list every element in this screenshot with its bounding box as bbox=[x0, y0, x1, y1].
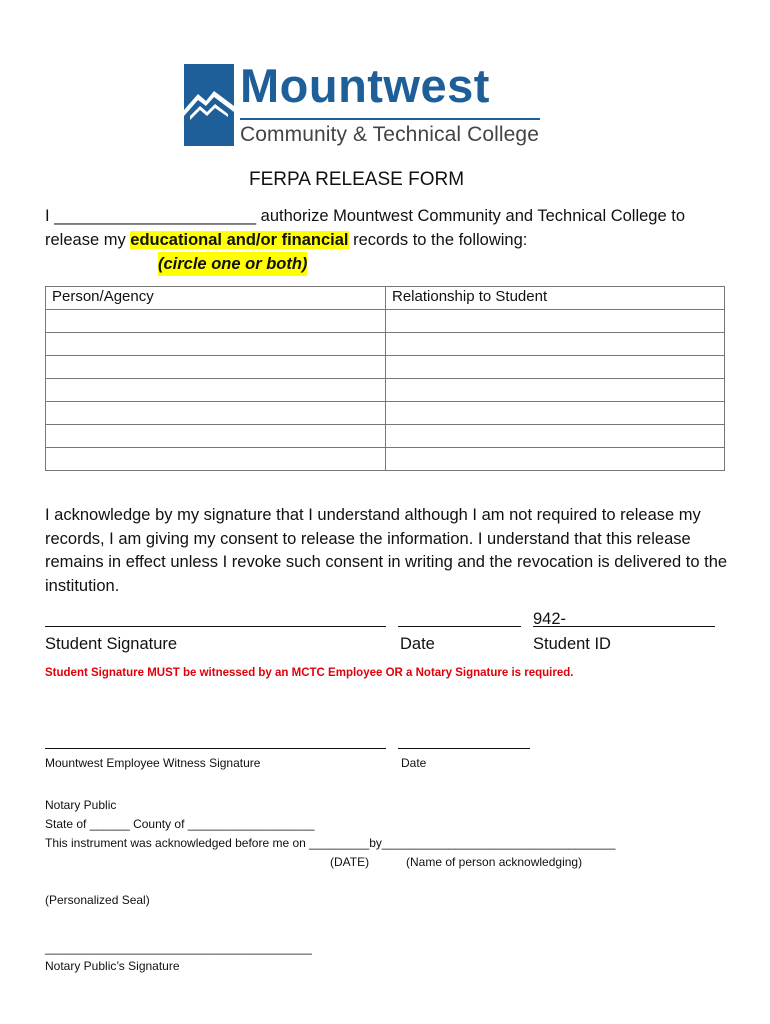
table-row bbox=[46, 448, 725, 471]
person-agency-cell[interactable] bbox=[46, 333, 386, 356]
relationship-cell[interactable] bbox=[386, 333, 725, 356]
employee-signature-label: Mountwest Employee Witness Signature bbox=[45, 756, 261, 770]
relationship-cell[interactable] bbox=[386, 448, 725, 471]
relationship-cell[interactable] bbox=[386, 402, 725, 425]
table-row bbox=[46, 356, 725, 379]
student-signature-label: Student Signature bbox=[45, 635, 178, 653]
release-table bbox=[45, 286, 725, 471]
record-type-options[interactable]: educational and/or financial bbox=[130, 231, 349, 249]
intro-line-2 bbox=[45, 228, 527, 252]
notary-seal-label: (Personalized Seal) bbox=[45, 893, 150, 907]
relationship-cell[interactable] bbox=[386, 356, 725, 379]
student-id-prefix: 942- bbox=[533, 610, 567, 628]
person-agency-cell[interactable] bbox=[46, 425, 386, 448]
intro-prefix: I bbox=[45, 207, 50, 225]
logo-name: Mountwest bbox=[240, 59, 490, 112]
relationship-cell[interactable] bbox=[386, 379, 725, 402]
employee-date-label: Date bbox=[401, 756, 427, 770]
student-date-label: Date bbox=[400, 635, 435, 653]
person-agency-cell[interactable] bbox=[46, 448, 386, 471]
student-signature-line[interactable] bbox=[45, 626, 386, 627]
table-row bbox=[46, 379, 725, 402]
student-id-label: Student ID bbox=[533, 635, 611, 653]
logo-subtitle: Community & Technical College bbox=[240, 123, 539, 146]
intro-line2-prefix: release my bbox=[45, 231, 126, 249]
header-relationship: Relationship to Student bbox=[386, 287, 725, 310]
relationship-cell[interactable] bbox=[386, 310, 725, 333]
mountain-logo-icon bbox=[184, 64, 234, 146]
college-logo bbox=[184, 59, 544, 148]
intro-line-1 bbox=[45, 204, 685, 228]
notary-state-county-line[interactable]: State of ______ County of ___________________ bbox=[45, 817, 315, 831]
person-agency-cell[interactable] bbox=[46, 402, 386, 425]
employee-signature-line[interactable] bbox=[45, 748, 386, 749]
header-person-agency: Person/Agency bbox=[46, 287, 386, 310]
table-row bbox=[46, 310, 725, 333]
notary-signature-line[interactable]: ________________________________________ bbox=[45, 941, 312, 955]
notary-heading: Notary Public bbox=[45, 798, 117, 812]
ack-line-2: records, I am giving my consent to release the information. I understand that this release bbox=[45, 530, 691, 548]
table-row bbox=[46, 333, 725, 356]
intro-line2-suffix: records to the following: bbox=[353, 231, 528, 249]
notary-signature-label: Notary Public’s Signature bbox=[45, 959, 180, 973]
circle-note: (circle one or both) bbox=[158, 252, 307, 276]
table-row bbox=[46, 425, 725, 448]
name-blank[interactable]: ______________________ bbox=[54, 207, 257, 225]
table-row bbox=[46, 402, 725, 425]
intro-suffix: authorize Mountwest Community and Technical College to bbox=[260, 207, 686, 225]
person-agency-cell[interactable] bbox=[46, 379, 386, 402]
notary-acknowledged-line[interactable]: This instrument was acknowledged before me on _________by___________________________________ bbox=[45, 836, 616, 850]
ack-line-4: institution. bbox=[45, 577, 120, 595]
notary-date-caption: (DATE) bbox=[330, 855, 370, 869]
person-agency-cell[interactable] bbox=[46, 310, 386, 333]
logo-divider bbox=[240, 118, 540, 120]
student-date-line[interactable] bbox=[398, 626, 521, 627]
ack-line-1: I acknowledge by my signature that I understand although I am not required to release my bbox=[45, 506, 701, 524]
form-title: FERPA RELEASE FORM bbox=[249, 169, 465, 190]
person-agency-cell[interactable] bbox=[46, 356, 386, 379]
table-header-row bbox=[46, 287, 725, 310]
notary-name-caption: (Name of person acknowledging) bbox=[406, 855, 583, 869]
employee-date-line[interactable] bbox=[398, 748, 530, 749]
relationship-cell[interactable] bbox=[386, 425, 725, 448]
ack-line-3: remains in effect unless I revoke such consent in writing and the revocation is delivered to the bbox=[45, 553, 728, 571]
student-id-line[interactable] bbox=[533, 626, 715, 627]
witness-requirement-note: Student Signature MUST be witnessed by an MCTC Employee OR a Notary Signature is required. bbox=[45, 667, 574, 679]
